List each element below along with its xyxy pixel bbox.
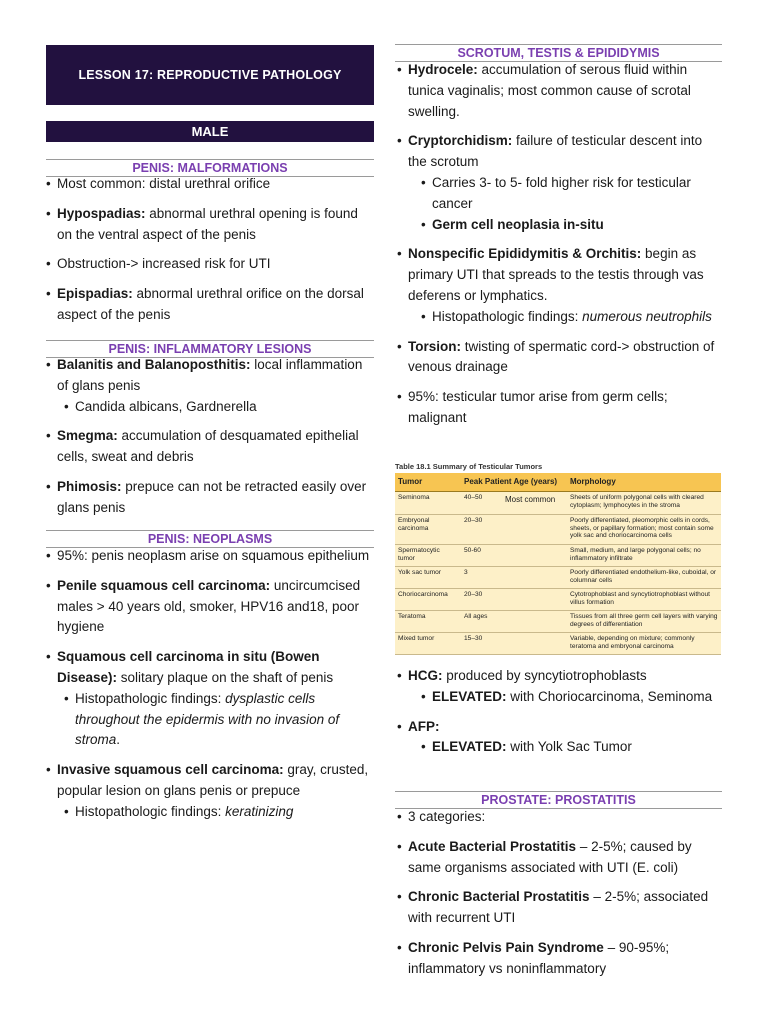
table-cell: 40–50 Most common	[464, 494, 556, 504]
table-cell: Seminoma	[398, 494, 430, 501]
list-item: • Obstruction-> increased risk for UTI	[46, 256, 271, 272]
table-caption: Table 18.1 Summary of Testicular Tumors	[395, 462, 543, 471]
list-subitem: • Germ cell neoplasia in-situ	[421, 216, 604, 232]
table-cell: Poorly differentiated, pleomorphic cells in cords, sheets, or papillary formation; most contain some yolk sac and choriocarcinoma cells	[570, 517, 714, 540]
table-cell: Choriocarcinoma	[398, 591, 448, 598]
table-row	[395, 515, 721, 545]
table-cell: Tissues from all three germ cell layers with varying degrees of differentiation	[570, 613, 718, 628]
table-cell: Variable, depending on mixture; commonly teratoma and embryonal carcinoma	[570, 635, 695, 650]
tumor-markers-list	[397, 666, 722, 758]
table-cell: 20–30	[464, 591, 483, 598]
list-subitem: • Histopathologic findings: keratinizing	[64, 803, 294, 819]
list-subitem: • Histopathologic findings: dysplastic cells throughout the epidermis with no invasion of stroma.	[64, 690, 340, 748]
table-header-tumor: Tumor	[398, 477, 423, 486]
list-subitem: • Carries 3- to 5- fold higher risk for testicular cancer	[421, 174, 691, 211]
table-row	[395, 633, 721, 655]
list-subitem: • ELEVATED: with Yolk Sac Tumor	[421, 739, 632, 755]
table-cell: Small, medium, and large polygonal cells; no inflammatory infiltrate	[570, 547, 701, 562]
list-item: • Chronic Pelvis Pain Syndrome – 90-95%; inflammatory vs noninflammatory	[397, 939, 670, 976]
table-cell: Cytotrophoblast and syncytiotrophoblast without villus formation	[570, 591, 711, 606]
table-cell: Poorly differentiated endothelium-like, cuboidal, or columnar cells	[570, 569, 717, 584]
table-row	[395, 545, 721, 567]
list-item: • Torsion: twisting of spermatic cord-> obstruction of venous drainage	[397, 338, 715, 375]
table-cell: Yolk sac tumor	[398, 569, 442, 576]
table-cell: All ages	[464, 613, 488, 620]
list-item: • 95%: penis neoplasm arise on squamous epithelium	[46, 548, 370, 563]
inflammatory-list	[46, 355, 374, 519]
table-cell: 15–30	[464, 635, 483, 642]
lesson-title: LESSON 17: REPRODUCTIVE PATHOLOGY	[46, 45, 374, 105]
table-cell: 50-60	[464, 547, 481, 554]
most-common-annotation: Most common	[505, 495, 556, 504]
list-item: • Nonspecific Epididymitis & Orchitis: begin as primary UTI that spreads to the testis through vas deferens or lymphatics.	[397, 246, 704, 303]
list-item: • Cryptorchidism: failure of testicular descent into the scrotum	[397, 133, 703, 170]
table-header-age: Peak Patient Age (years)	[464, 477, 558, 486]
table-cell: Teratoma	[398, 613, 426, 620]
list-item: • Balanitis and Balanoposthitis: local inflammation of glans penis	[46, 357, 363, 393]
prostatitis-list	[397, 807, 722, 980]
list-item: • Hydrocele: accumulation of serous fluid within tunica vaginalis; most common cause of scrotal swelling.	[397, 62, 691, 119]
list-item: • Phimosis: prepuce can not be retracted easily over glans penis	[46, 478, 367, 515]
scrotum-list	[397, 60, 722, 429]
list-item: • Smegma: accumulation of desquamated epithelial cells, sweat and debris	[46, 428, 359, 465]
neoplasms-list	[46, 546, 374, 823]
table-row	[395, 567, 721, 589]
list-item: • Acute Bacterial Prostatitis – 2-5%; caused by same organisms associated with UTI (E. coli)	[397, 838, 692, 875]
section-prostate-prostatitis: PROSTATE: PROSTATITIS	[395, 791, 722, 809]
list-item: • Hypospadias: abnormal urethral opening is found on the ventral aspect of the penis	[46, 205, 358, 242]
table-header-row	[395, 473, 721, 492]
malformations-list	[46, 174, 374, 326]
table-header-morphology: Morphology	[570, 477, 616, 486]
list-item: • Invasive squamous cell carcinoma: gray, crusted, popular lesion on glans penis or prepuce	[46, 762, 369, 798]
list-item: • Chronic Bacterial Prostatitis – 2-5%; associated with recurrent UTI	[397, 889, 709, 926]
table-cell: Sheets of uniform polygonal cells with cleared cytoplasm; lymphocytes in the stroma	[570, 494, 704, 509]
list-subitem: • Histopathologic findings: numerous neutrophils	[421, 308, 712, 324]
table-row	[395, 589, 721, 611]
section-scrotum-testis: SCROTUM, TESTIS & EPIDIDYMIS	[395, 44, 722, 62]
list-item: • Squamous cell carcinoma in situ (Bowen Disease): solitary plaque on the shaft of penis	[46, 649, 334, 685]
list-item: • Epispadias: abnormal urethral orifice on the dorsal aspect of the penis	[46, 286, 364, 322]
table-cell: 3	[464, 569, 468, 576]
list-item: • AFP:	[397, 718, 440, 734]
section-penis-malformations: PENIS: MALFORMATIONS	[46, 159, 374, 177]
table-grid	[395, 473, 721, 655]
list-subitem: • ELEVATED: with Choriocarcinoma, Seminoma	[421, 688, 713, 704]
list-item: • Most common: distal urethral orifice	[46, 176, 271, 191]
table-row	[395, 492, 721, 515]
list-item: • Penile squamous cell carcinoma: uncircumcised males > 40 years old, smoker, HPV16 and18, poor hygiene	[46, 577, 361, 635]
section-penis-neoplasms: PENIS: NEOPLASMS	[46, 530, 374, 548]
male-banner: MALE	[46, 121, 374, 142]
table-cell: Embryonal carcinoma	[398, 517, 430, 532]
list-subitem: • Candida albicans, Gardnerella	[64, 398, 257, 414]
list-item: • HCG: produced by syncytiotrophoblasts	[397, 668, 647, 683]
list-item: • 95%: testicular tumor arise from germ cells; malignant	[397, 389, 668, 425]
table-row	[395, 611, 721, 633]
table-cell: Spermatocytic tumor	[398, 547, 440, 562]
table-cell: 20–30	[464, 517, 483, 524]
list-item: • 3 categories:	[397, 809, 486, 824]
testicular-tumors-table	[395, 460, 721, 658]
table-cell: Mixed tumor	[398, 635, 435, 642]
section-penis-inflammatory: PENIS: INFLAMMATORY LESIONS	[46, 340, 374, 358]
